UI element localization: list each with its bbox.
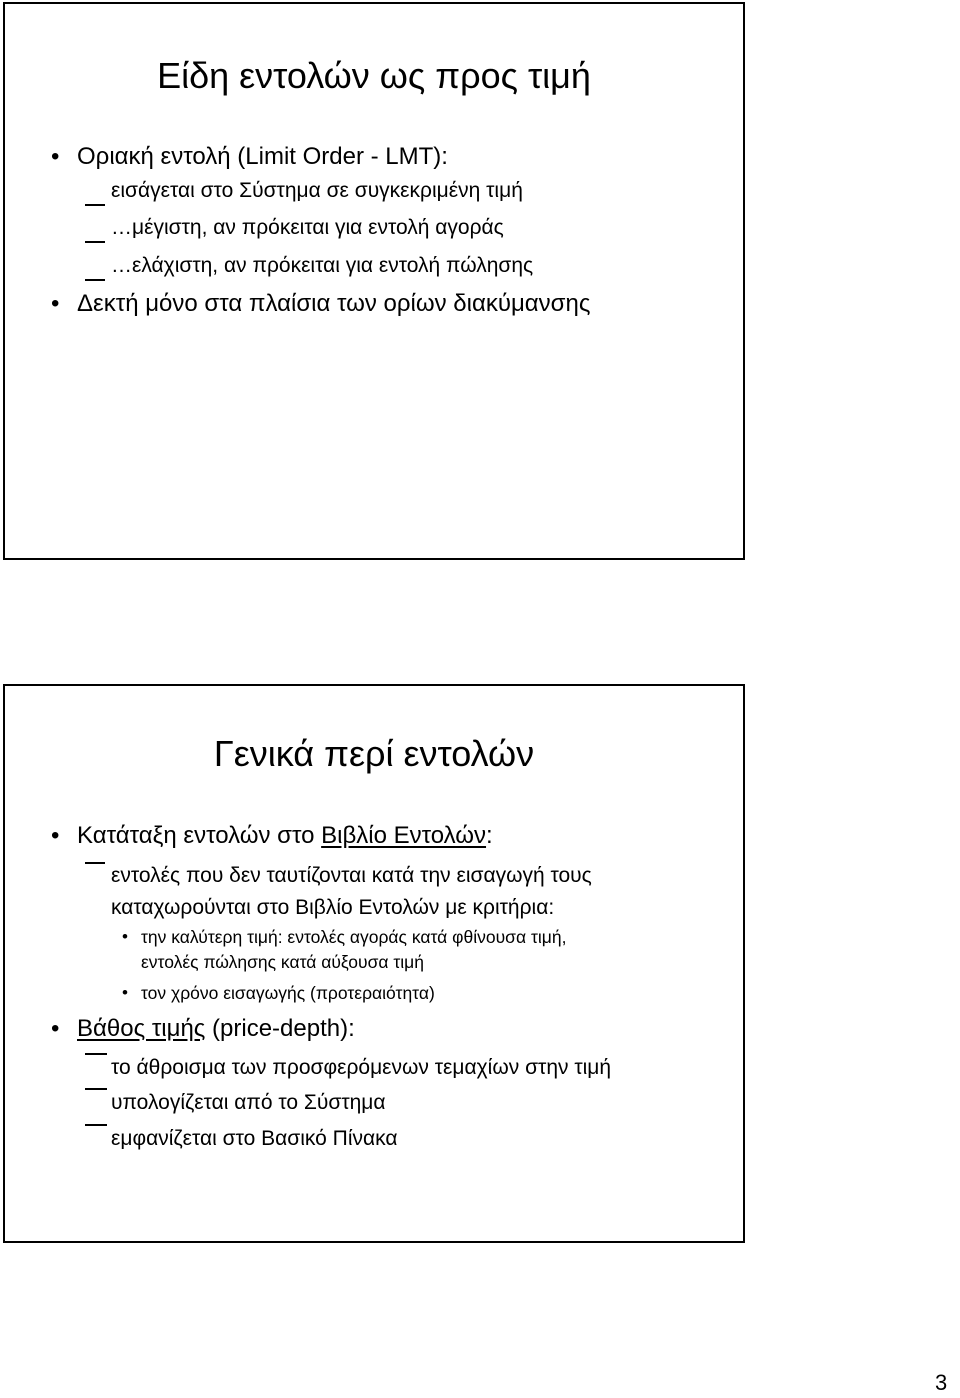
- criterion-time-priority: τον χρόνο εισαγωγής (προτεραιότητα): [141, 983, 435, 1003]
- bullet-dot: •: [51, 1015, 60, 1042]
- bullet-dot: •: [122, 927, 128, 946]
- dash-marker: [85, 1053, 107, 1055]
- bullet-text: (price-depth):: [205, 1015, 355, 1042]
- sub-item-min: …ελάχιστη, αν πρόκειται για εντολή πώλησης: [111, 254, 534, 277]
- sub-item-computed: υπολογίζεται από το Σύστημα: [111, 1091, 386, 1114]
- sub-item-price: εισάγεται στο Σύστημα σε συγκεκριμένη τιμή: [111, 179, 523, 202]
- slide-title: Γενικά περί εντολών: [213, 733, 535, 774]
- dash-marker: [85, 241, 105, 243]
- sub-item-displayed: εμφανίζεται στο Βασικό Πίνακα: [111, 1127, 398, 1150]
- slide-limit-order: [3, 2, 745, 560]
- criterion-best-price: την καλύτερη τιμή: εντολές αγοράς κατά φθίνουσα τιμή,: [141, 927, 567, 947]
- bullet-order-ranking: [77, 821, 493, 851]
- slide-title: Είδη εντολών ως προς τιμή: [157, 55, 591, 96]
- bullet-dot: •: [51, 822, 60, 849]
- bullet-limit-order: Οριακή εντολή (Limit Order - LMT):: [77, 143, 448, 170]
- bullet-dot: •: [122, 983, 128, 1002]
- order-book-link[interactable]: Βιβλίο Εντολών: [321, 822, 487, 849]
- bullet-fluctuation-limits: Δεκτή μόνο στα πλαίσια των ορίων διακύμανσης: [77, 290, 591, 317]
- sub-item-unmatched: εντολές που δεν ταυτίζονται κατά την εισαγωγή τους: [111, 864, 592, 887]
- sub-item-max: …μέγιστη, αν πρόκειται για εντολή αγοράς: [111, 216, 504, 239]
- page-number: 3: [935, 1370, 948, 1395]
- dash-marker: [85, 204, 105, 206]
- bullet-dot: •: [51, 143, 60, 170]
- sub-item-sum: το άθροισμα των προσφερόμενων τεμαχίων στην τιμή: [111, 1056, 612, 1079]
- bullet-dot: •: [51, 290, 60, 317]
- dash-marker: [85, 862, 105, 864]
- bullet-price-depth: [77, 1014, 355, 1044]
- dash-marker: [85, 1088, 107, 1090]
- dash-marker: [85, 279, 105, 281]
- slide-general-orders: [3, 684, 745, 1243]
- bullet-colon: :: [486, 822, 493, 849]
- dash-marker: [85, 1124, 107, 1126]
- criterion-best-price-cont: εντολές πώλησης κατά αύξουσα τιμή: [141, 952, 424, 972]
- price-depth-link[interactable]: Βάθος τιμής: [77, 1015, 206, 1042]
- bullet-text: Κατάταξη εντολών στο: [77, 822, 322, 849]
- sub-item-unmatched-cont: καταχωρούνται στο Βιβλίο Εντολών με κριτήρια:: [111, 896, 555, 919]
